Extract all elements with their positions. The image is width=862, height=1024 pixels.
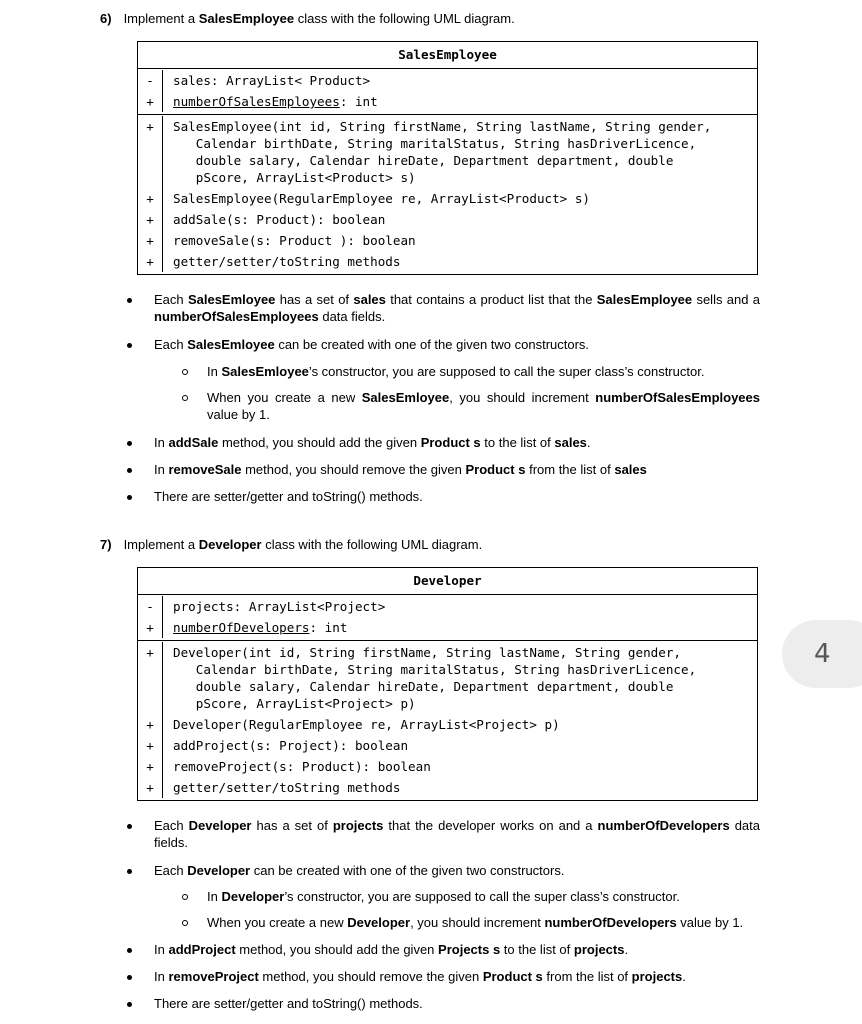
q6-method-addsale: addSale(s: Product): boolean [173, 212, 386, 227]
q7-attr-row [138, 617, 757, 638]
q7-subbullet-2: When you create a new Developer, you should increment numberOfDevelopers value by 1. [207, 914, 760, 931]
q6-heading [100, 11, 515, 26]
subbullet-circle [182, 894, 188, 900]
bullet-dot [127, 468, 132, 473]
q7-method-constructor-copy: Developer(RegularEmployee re, ArrayList<Project> p) [173, 717, 560, 732]
bullet-dot [127, 441, 132, 446]
q7-number: 7) [100, 537, 112, 552]
q7-bullet-5: There are setter/getter and toString() methods. [154, 995, 760, 1012]
q6-heading-text: Implement a [123, 11, 199, 26]
q7-method-accessors: getter/setter/toString methods [173, 780, 401, 795]
q6-subbullet-1: In SalesEmloyee’s constructor, you are supposed to call the super class’s constructor. [207, 363, 760, 380]
visibility-marker: + [138, 714, 163, 735]
visibility-marker: + [138, 642, 163, 714]
q6-uml-methods [138, 115, 757, 274]
q6-bullet-5: There are setter/getter and toString() methods. [154, 488, 760, 505]
bullet-dot [127, 343, 132, 348]
visibility-marker: + [138, 251, 163, 272]
q6-attr-row [138, 70, 757, 91]
q6-heading-class: SalesEmployee [198, 11, 295, 26]
q6-method-accessors: getter/setter/toString methods [173, 254, 401, 269]
q7-subbullet-1: In Developer’s constructor, you are supposed to call the super class’s constructor. [207, 888, 760, 905]
q7-uml-attributes [138, 595, 757, 641]
visibility-marker: + [138, 209, 163, 230]
q6-attr-count-type: : int [339, 94, 378, 109]
q7-method-row [138, 735, 757, 756]
subbullet-circle [182, 369, 188, 375]
q7-bullet-1: Each Developer has a set of projects that the developer works on and a numberOfDevelopers data fields. [154, 817, 760, 851]
bullet-dot [127, 975, 132, 980]
bullet-dot [127, 869, 132, 874]
visibility-marker: + [138, 756, 163, 777]
q7-method-addproject: addProject(s: Project): boolean [173, 738, 409, 753]
q6-method-row [138, 188, 757, 209]
bullet-dot [127, 298, 132, 303]
bullet-dot [127, 948, 132, 953]
bullet-dot [127, 1002, 132, 1007]
visibility-marker: + [138, 777, 163, 798]
q6-bullet-3: In addSale method, you should add the given Product s to the list of sales. [154, 434, 760, 451]
q6-method-row [138, 251, 757, 272]
q7-heading-tail: class with the following UML diagram. [261, 537, 483, 552]
q6-attr-count [163, 91, 378, 112]
visibility-marker: + [138, 188, 163, 209]
q6-uml-diagram [137, 41, 758, 275]
q6-attr-sales: sales: ArrayList< Product> [173, 73, 371, 88]
q6-subbullet-2: When you create a new SalesEmloyee, you should increment numberOfSalesEmployees value by 1. [207, 389, 760, 423]
page-number-badge[interactable]: 4 [782, 620, 862, 688]
q6-method-constructor-copy: SalesEmployee(RegularEmployee re, ArrayList<Product> s) [173, 191, 591, 206]
visibility-marker: + [138, 230, 163, 251]
visibility-marker: + [138, 617, 163, 638]
q7-heading-class: Developer [198, 537, 262, 552]
q7-uml-methods [138, 641, 757, 800]
q7-bullet-3: In addProject method, you should add the given Projects s to the list of projects. [154, 941, 760, 958]
q7-method-row [138, 777, 757, 798]
q7-method-row [138, 642, 757, 714]
q6-bullet-1: Each SalesEmloyee has a set of sales that contains a product list that the SalesEmployee sells and a numberOfSalesEmployees data fields. [154, 291, 760, 325]
q7-method-row [138, 714, 757, 735]
q6-method-constructor-full: SalesEmployee(int id, String firstName, String lastName, String gender, Calendar birthDate, String maritalStatus, String hasDriverLicence, double salary, Calendar hireDate, Department department, double pScore, ArrayList<Product> s) [173, 119, 712, 185]
visibility-marker: + [138, 91, 163, 112]
q6-uml-title: SalesEmployee [138, 42, 757, 69]
q6-number: 6) [100, 11, 112, 26]
bullet-dot [127, 495, 132, 500]
q6-uml-attributes [138, 69, 757, 115]
q7-bullet-4: In removeProject method, you should remove the given Product s from the list of projects. [154, 968, 760, 985]
subbullet-circle [182, 920, 188, 926]
q7-attr-projects: projects: ArrayList<Project> [173, 599, 386, 614]
q7-attr-count-name: numberOfDevelopers [173, 620, 310, 635]
visibility-marker: - [138, 596, 163, 617]
q7-attr-row [138, 596, 757, 617]
q7-heading [100, 537, 482, 552]
subbullet-circle [182, 395, 188, 401]
q7-attr-count [163, 617, 347, 638]
visibility-marker: - [138, 70, 163, 91]
q6-bullet-4: In removeSale method, you should remove the given Product s from the list of sales [154, 461, 760, 478]
q7-uml-diagram [137, 567, 758, 801]
q6-bullet-2: Each SalesEmloyee can be created with one of the given two constructors. [154, 336, 760, 353]
bullet-dot [127, 824, 132, 829]
q6-method-row [138, 116, 757, 188]
q7-bullet-2: Each Developer can be created with one of the given two constructors. [154, 862, 760, 879]
q7-uml-title: Developer [138, 568, 757, 595]
q6-heading-tail: class with the following UML diagram. [294, 11, 515, 26]
q6-method-row [138, 230, 757, 251]
visibility-marker: + [138, 116, 163, 188]
q6-attr-count-name: numberOfSalesEmployees [173, 94, 340, 109]
visibility-marker: + [138, 735, 163, 756]
q7-method-constructor-full: Developer(int id, String firstName, String lastName, String gender, Calendar birthDate, String maritalStatus, String hasDriverLicence, double salary, Calendar hireDate, Department department, double pScore, ArrayList<Project> p) [173, 645, 697, 711]
q6-method-removesale: removeSale(s: Product ): boolean [173, 233, 416, 248]
q7-heading-text: Implement a [123, 537, 199, 552]
q7-attr-count-type: : int [309, 620, 348, 635]
q6-method-row [138, 209, 757, 230]
q6-attr-row [138, 91, 757, 112]
q7-method-removeproject: removeProject(s: Product): boolean [173, 759, 431, 774]
q7-method-row [138, 756, 757, 777]
